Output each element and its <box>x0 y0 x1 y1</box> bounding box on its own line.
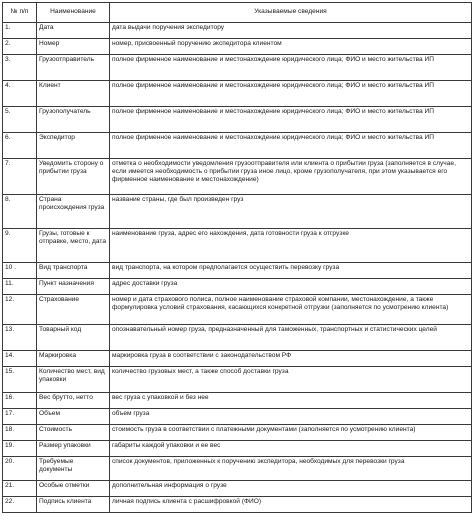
row-info: вес груза с упаковкой и без нее <box>110 393 472 409</box>
table-row <box>3 409 472 425</box>
table-row <box>3 55 472 81</box>
row-info: стоимость груза в соответствии с платежными документами (заполняется по усмотрению клиента) <box>110 425 472 441</box>
forwarding-order-fields-table <box>2 2 472 513</box>
row-info: вид транспорта, на котором предполагается осуществить перевозку груза <box>110 263 472 279</box>
row-number: 18. <box>3 425 37 441</box>
row-name: Маркировка <box>37 351 110 367</box>
row-number: 3. <box>3 55 37 81</box>
table-row <box>3 481 472 497</box>
row-info: опознавательный номер груза, предназначенный для таможенных, транспортных и статистических целей <box>110 325 472 351</box>
table-row <box>3 229 472 263</box>
row-info: дата выдачи поручения экспедитору <box>110 23 472 39</box>
row-info: количество грузовых мест, а также способ доставки груза <box>110 367 472 393</box>
row-number: 7. <box>3 159 37 195</box>
table-row <box>3 351 472 367</box>
table-header-row <box>3 3 472 23</box>
row-name: Вес брутто, нетто <box>37 393 110 409</box>
header-number: № п/п <box>3 3 37 23</box>
row-name: Уведомить сторону о прибытии груза <box>37 159 110 195</box>
row-number: 8. <box>3 195 37 229</box>
table-row <box>3 367 472 393</box>
table-row <box>3 393 472 409</box>
row-number: 19. <box>3 441 37 457</box>
row-number: 6. <box>3 133 37 159</box>
row-name: Количество мест, вид упаковки <box>37 367 110 393</box>
table-row <box>3 133 472 159</box>
row-info: название страны, где был произведен груз <box>110 195 472 229</box>
row-number: 12. <box>3 295 37 325</box>
row-info: дополнительная информация о грузе <box>110 481 472 497</box>
row-info: номер и дата страхового полиса, полное наименование страховой компании, местонахождение, а также формулировка условий страхования, касающихся конкретной отгрузки (заполняется по усмотрению клиента) <box>110 295 472 325</box>
row-number: 2. <box>3 39 37 55</box>
row-number: 5. <box>3 107 37 133</box>
row-name: Номер <box>37 39 110 55</box>
row-info: наименование груза, адрес его нахождения, дата готовности груза к отгрузке <box>110 229 472 263</box>
row-number: 4. <box>3 81 37 107</box>
row-info: габариты каждой упаковки и ее вес <box>110 441 472 457</box>
row-name: Подпись клиента <box>37 497 110 513</box>
header-name: Наименование <box>37 3 110 23</box>
table-row <box>3 497 472 513</box>
row-info: полное фирменное наименование и местонахождение юридического лица; ФИО и место жительства ИП <box>110 55 472 81</box>
table-row <box>3 195 472 229</box>
table-row <box>3 23 472 39</box>
table-row <box>3 107 472 133</box>
row-name: Грузополучатель <box>37 107 110 133</box>
row-number: 22. <box>3 497 37 513</box>
table-row <box>3 263 472 279</box>
table-row <box>3 325 472 351</box>
row-name: Грузы, готовые к отправке, место, дата <box>37 229 110 263</box>
table-row <box>3 39 472 55</box>
row-name: Вид транспорта <box>37 263 110 279</box>
row-name: Дата <box>37 23 110 39</box>
row-number: 9. <box>3 229 37 263</box>
row-info: полное фирменное наименование и местонахождение юридического лица; ФИО и место жительства ИП <box>110 107 472 133</box>
row-info: личная подпись клиента с расшифровкой (ФИО) <box>110 497 472 513</box>
row-number: 14. <box>3 351 37 367</box>
table-row <box>3 457 472 481</box>
row-name: Клиент <box>37 81 110 107</box>
row-name: Требуемые документы <box>37 457 110 481</box>
row-name: Объем <box>37 409 110 425</box>
row-number: 1. <box>3 23 37 39</box>
row-info: полное фирменное наименование и местонахождение юридического лица; ФИО и место жительства ИП <box>110 133 472 159</box>
row-info: отметка о необходимости уведомления грузоотправителя или клиента о прибытии груза (заполняется в случае, если имеется необходимость о прибытии груза иное лицо, кроме грузополучателя, при этом указывается его фирменное наименование и местонахождение) <box>110 159 472 195</box>
row-number: 11. <box>3 279 37 295</box>
table-row <box>3 295 472 325</box>
header-info: Указываемые сведения <box>110 3 472 23</box>
row-name: Страхование <box>37 295 110 325</box>
row-name: Размер упаковки <box>37 441 110 457</box>
row-name: Грузоотправитель <box>37 55 110 81</box>
row-number: 20. <box>3 457 37 481</box>
row-number: 15. <box>3 367 37 393</box>
table-row <box>3 159 472 195</box>
row-name: Товарный код <box>37 325 110 351</box>
row-info: список документов, приложенных к поручению экспедитора, необходимых для перевозки груза <box>110 457 472 481</box>
row-number: 13. <box>3 325 37 351</box>
row-info: номер, присвоенный поручению экспедитора клиентом <box>110 39 472 55</box>
row-number: 10 . <box>3 263 37 279</box>
row-info: адрес доставки груза <box>110 279 472 295</box>
row-name: Экспедитор <box>37 133 110 159</box>
document-page <box>2 2 471 513</box>
row-info: полное фирменное наименование и местонахождение юридического лица; ФИО и место жительства ИП <box>110 81 472 107</box>
row-name: Особые отметки <box>37 481 110 497</box>
table-row <box>3 279 472 295</box>
row-number: 21. <box>3 481 37 497</box>
row-name: Стоимость <box>37 425 110 441</box>
table-row <box>3 81 472 107</box>
row-number: 17. <box>3 409 37 425</box>
row-name: Пункт назначения <box>37 279 110 295</box>
row-name: Страна происхождения груза <box>37 195 110 229</box>
table-row <box>3 425 472 441</box>
table-row <box>3 441 472 457</box>
row-number: 16. <box>3 393 37 409</box>
row-info: объем груза <box>110 409 472 425</box>
row-info: маркировка груза в соответствии с законодательством РФ <box>110 351 472 367</box>
